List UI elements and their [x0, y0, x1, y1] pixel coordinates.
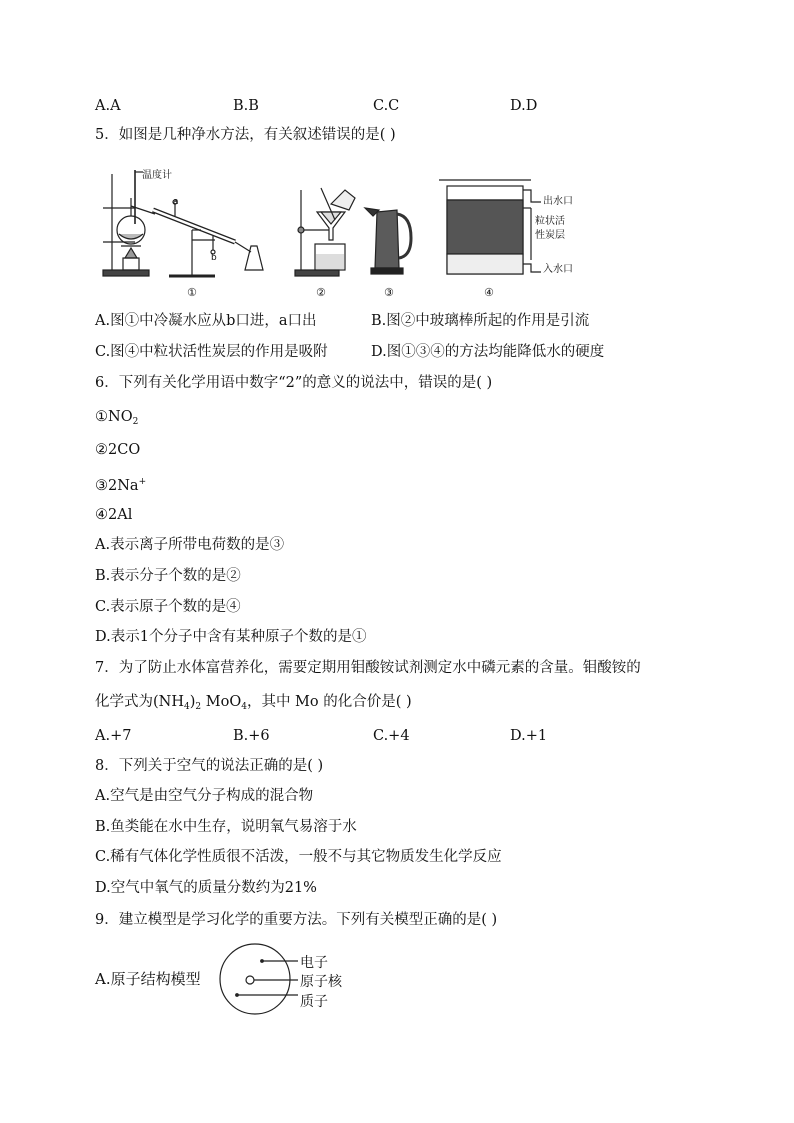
q9-stem: 9．建立模型是学习化学的重要方法。下列有关模型正确的是( ) — [95, 912, 498, 928]
q4-option-b: B.B — [233, 98, 259, 114]
q8-stem: 8．下列关于空气的说法正确的是( ) — [95, 758, 324, 774]
q7-stem-line2: 化学式为$(NH_4)_2$ MoO$_4$，其中 Mo 的化合价是( ) — [95, 694, 412, 712]
fig-label-outlet: 出水口 — [543, 196, 573, 207]
q4-option-a: A.A — [95, 98, 121, 114]
q5-option-d: D.图①③④的方法均能降低水的硬度 — [371, 344, 605, 360]
q6-option-a: A.表示离子所带电荷数的是③ — [95, 537, 285, 553]
q6-item-4: ④2Al — [95, 507, 133, 523]
fig-label-b: b — [211, 253, 217, 263]
fig-number-3: ③ — [384, 286, 394, 299]
q5-option-a: A.图①中冷凝水应从b口进，a口出 — [95, 313, 317, 329]
q7-stem-line1: 7．为了防止水体富营养化，需要定期用钼酸铵试剂测定水中磷元素的含量。钼酸铵的 — [95, 660, 641, 676]
q7-option-c: C.+4 — [373, 728, 410, 744]
model-label-proton: 质子 — [300, 994, 328, 1010]
fig-label-carbon-1: 粒状活 — [535, 216, 565, 227]
q7-option-b: B.+6 — [233, 728, 270, 744]
fig-label-inlet: 入水口 — [543, 264, 573, 275]
fig-number-1: ① — [187, 286, 197, 299]
q5-option-c: C.图④中粒状活性炭层的作用是吸附 — [95, 344, 328, 360]
q6-item-2: ②2CO — [95, 442, 141, 458]
q5-stem: 5．如图是几种净水方法，有关叙述错误的是( ) — [95, 127, 396, 143]
water-purification-figure — [95, 160, 595, 302]
q8-option-c: C.稀有气体化学性质很不活泼，一般不与其它物质发生化学反应 — [95, 849, 502, 865]
q6-item-1: $①NO_2$ — [95, 409, 139, 427]
q8-option-d: D.空气中氧气的质量分数约为21% — [95, 880, 317, 896]
q5-option-b: B.图②中玻璃棒所起的作用是引流 — [371, 313, 590, 329]
q8-option-b: B.鱼类能在水中生存，说明氧气易溶于水 — [95, 819, 357, 835]
q6-option-b: B.表示分子个数的是② — [95, 568, 241, 584]
q6-option-c: C.表示原子个数的是④ — [95, 599, 241, 615]
q9-option-a-label: A.原子结构模型 — [95, 970, 201, 988]
fig-label-thermometer: 温度计 — [142, 170, 172, 181]
q8-option-a: A.空气是由空气分子构成的混合物 — [95, 788, 314, 804]
atom-structure-model — [210, 940, 360, 1018]
q7-option-d: D.+1 — [510, 728, 548, 744]
q6-option-d: D.表示1个分子中含有某种原子个数的是① — [95, 629, 367, 645]
molybdate-formula: $(NH_4)_2$ MoO$_4$ — [153, 694, 247, 712]
fig-label-a: a — [173, 197, 179, 207]
q4-option-c: C.C — [373, 98, 400, 114]
model-label-nucleus: 原子核 — [300, 974, 342, 990]
fig-number-4: ④ — [484, 286, 494, 299]
fig-label-carbon-2: 性炭层 — [535, 230, 565, 241]
q6-stem: 6．下列有关化学用语中数字“2”的意义的说法中，错误的是( ) — [95, 375, 493, 391]
q4-option-d: D.D — [510, 98, 538, 114]
fig-number-2: ② — [316, 286, 326, 299]
q6-item-3: ③2Na+ — [95, 477, 147, 494]
q7-option-a: A.+7 — [95, 728, 132, 744]
model-label-electron: 电子 — [300, 955, 328, 971]
